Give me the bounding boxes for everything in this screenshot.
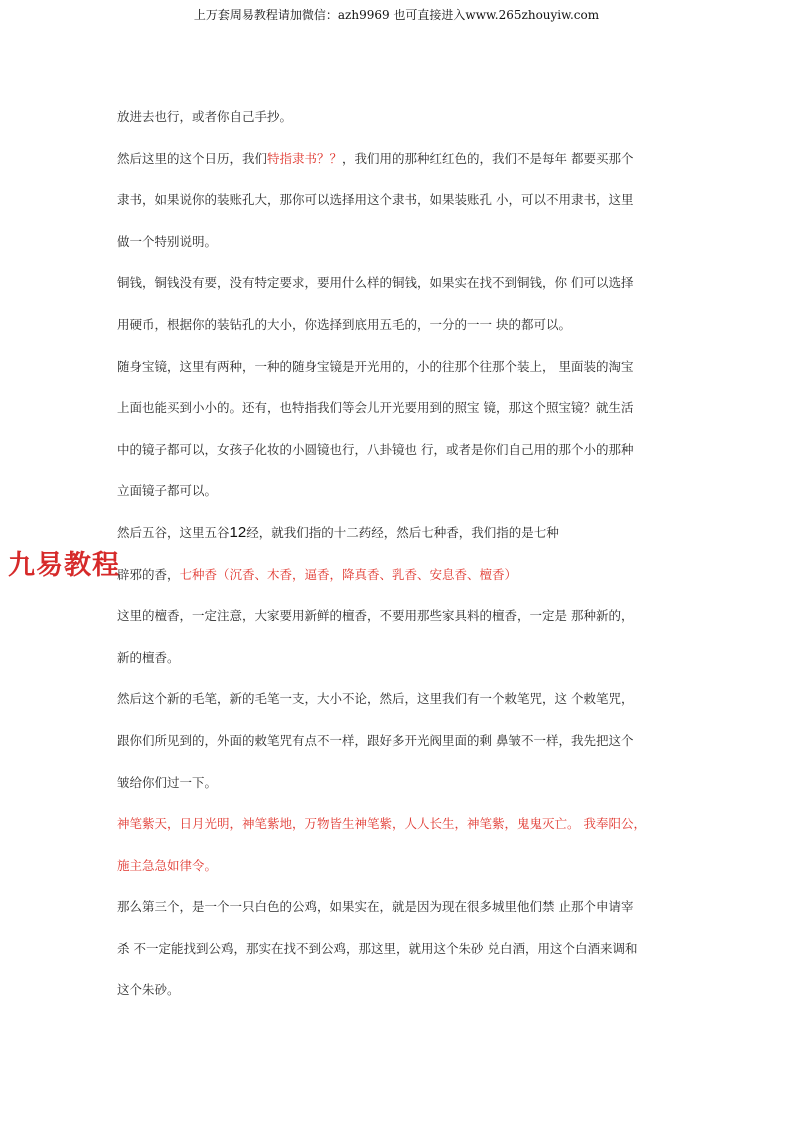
paragraph-line: 皱给你们过一下。 xyxy=(117,774,218,790)
paragraph-line: 杀 不一定能找到公鸡，那实在找不到公鸡，那这里，就用这个朱砂 兑白酒，用这个白酒来调和 xyxy=(117,940,638,956)
page-header: 上万套周易教程请加微信：azh9969 也可直接进入www.265zhouyiw.com xyxy=(193,8,600,22)
text-span: 然后这里的这个日历，我们 xyxy=(117,150,268,166)
paragraph-line xyxy=(117,146,692,188)
paragraph-line: 随身宝镜，这里有两种，一种的随身宝镜是开光用的，小的往那个往那个装上， 里面装的淘宝 xyxy=(117,358,634,374)
document-body xyxy=(117,104,692,1019)
paragraph-line: 中的镜子都可以，女孩子化妆的小圆镜也行，八卦镜也 行，或者是你们自己用的那个小的那种 xyxy=(117,441,634,457)
text-span: ，我们用的那种红红色的，我们不是每年 都要买那个 xyxy=(342,150,634,166)
paragraph-line xyxy=(117,520,692,562)
watermark-logo: 九易教程 xyxy=(8,550,120,581)
incantation-line: 施主急急如律令。 xyxy=(117,857,218,873)
paragraph-line: 那么第三个，是一个一只白色的公鸡，如果实在，就是因为现在很多城里他们禁 止那个申请宰 xyxy=(117,899,634,915)
highlight-text: 七种香（沉香、木香，逼香，降真香、乳香、安息香、檀香） xyxy=(179,566,518,582)
incantation-line: 神笔紫天，日月光明，神笔紫地，万物皆生神笔紫，人人长生，神笔紫，鬼鬼灭亡。 我奉阳公， xyxy=(117,816,646,832)
paragraph-line: 然后这个新的毛笔，新的毛笔一支，大小不论，然后，这里我们有一个敕笔咒，这 个敕笔咒， xyxy=(117,691,634,707)
paragraph-line: 新的檀香。 xyxy=(117,649,180,665)
paragraph-line: 这里的檀香，一定注意，大家要用新鲜的檀香，不要用那些家具料的檀香，一定是 那种新的， xyxy=(117,608,634,624)
paragraph-line: 做一个特别说明。 xyxy=(117,233,218,249)
text-span: 辟邪的香， xyxy=(117,566,180,582)
paragraph-line: 跟你们所见到的，外面的敕笔咒有点不一样，跟好多开光阀里面的剩 鼻皱不一样，我先把这个 xyxy=(117,732,634,748)
paragraph-line: 用硬币，根据你的装钻孔的大小，你选择到底用五毛的，一分的一一 块的都可以。 xyxy=(117,316,571,332)
text-span: 然后五谷，这里五谷 xyxy=(117,524,230,540)
paragraph-line: 放进去也行，或者你自己手抄。 xyxy=(117,109,293,124)
paragraph-line: 铜钱，铜钱没有要，没有特定要求，要用什么样的铜钱，如果实在找不到铜钱，你 们可以选择 xyxy=(117,275,634,291)
text-span: 经，就我们指的十二药经，然后七种香，我们指的是七种 xyxy=(246,524,559,540)
paragraph-line xyxy=(117,562,692,604)
paragraph-line: 这个朱砂。 xyxy=(117,982,180,998)
number-text: 12 xyxy=(229,523,247,541)
paragraph-line: 上面也能买到小小的。还有，也特指我们等会儿开光要用到的照宝 镜，那这个照宝镜？就生活 xyxy=(117,400,634,416)
paragraph-line: 立面镜子都可以。 xyxy=(117,483,218,499)
highlight-text: 特指隶书？？ xyxy=(267,150,343,166)
paragraph-line: 隶书，如果说你的装账孔大，那你可以选择用这个隶书，如果装账孔 小，可以不用隶书，这里 xyxy=(117,192,634,208)
